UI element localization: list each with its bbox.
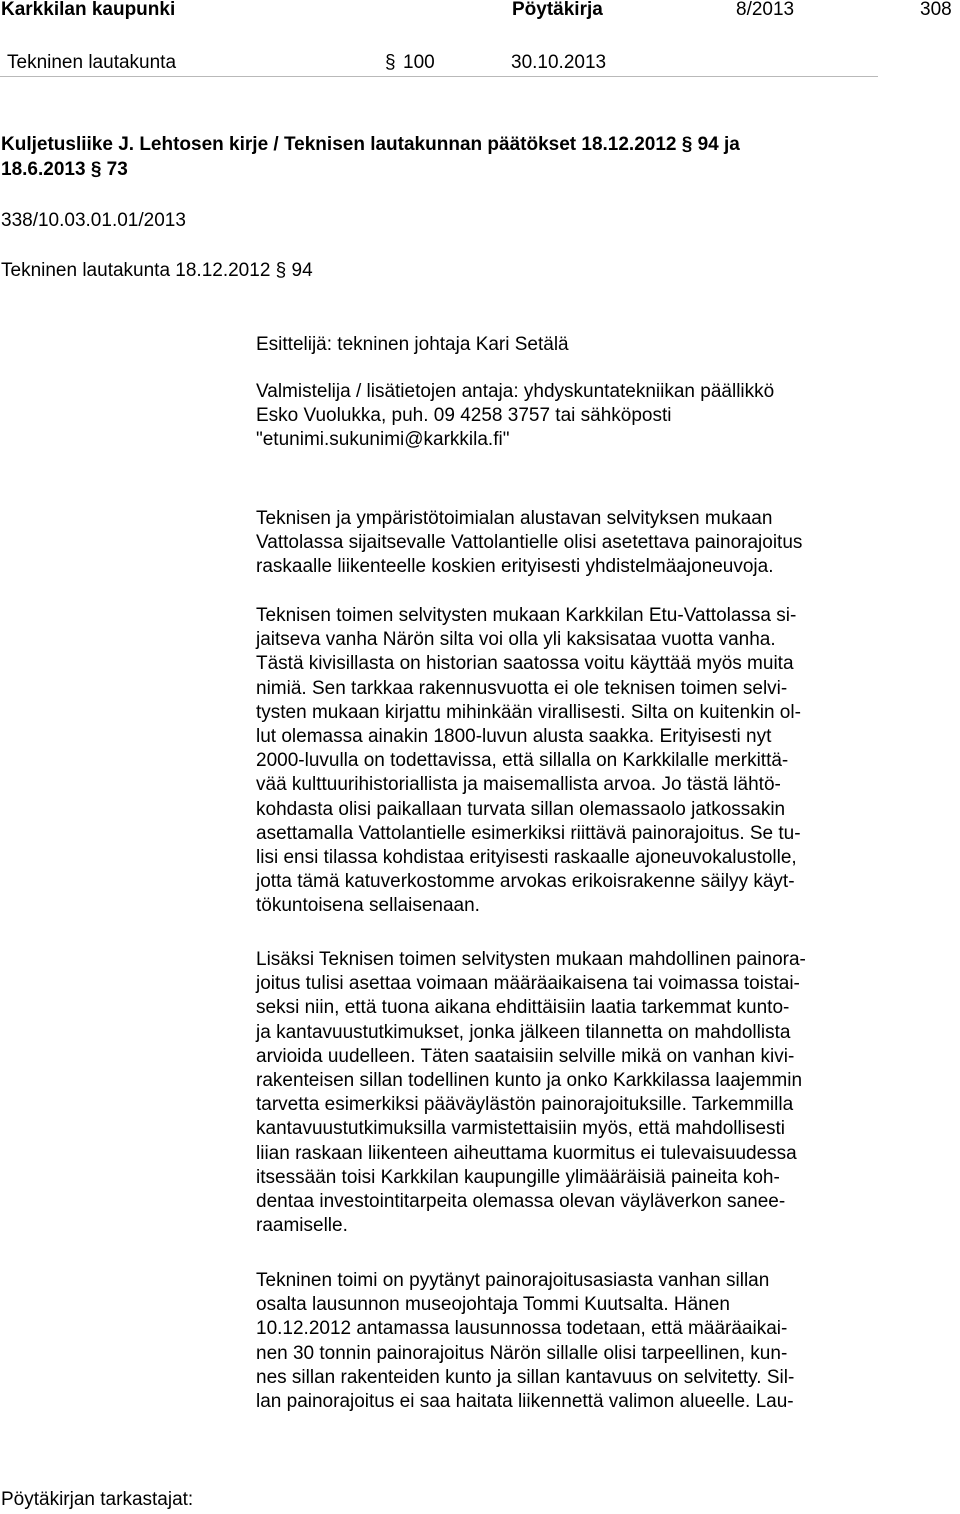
paragraph-line: raskaalle liikenteelle koskien erityisesti yhdistelmäajoneuvoja. xyxy=(256,556,774,578)
paragraph-line: tökuntoisena sellaisenaan. xyxy=(256,895,480,917)
section-symbol: § xyxy=(681,134,693,155)
preparer-info xyxy=(256,380,896,453)
paragraph-line: Tästä kivisillasta on historian saatossa voitu käyttää myös muita xyxy=(256,653,794,675)
section-symbol: § xyxy=(385,52,396,73)
paragraph-line: itsessään toisi Karkkilan kaupungille ylimääräisiä paineita koh- xyxy=(256,1166,780,1188)
paragraph-line: joitus tulisi asettaa voimaan määräaikaisena tai voimassa toistai- xyxy=(256,973,800,995)
section-symbol: § xyxy=(90,159,102,180)
paragraph-line: asettamalla Vattolantielle esimerkiksi riittävä painorajoitus. Se tu- xyxy=(256,822,801,844)
board-name: Tekninen lautakunta xyxy=(7,52,177,73)
paragraph-line: liian raskaan liikenteen aiheuttama kuormitus ei tulevaisuudessa xyxy=(256,1142,797,1164)
paragraph-1 xyxy=(256,507,896,580)
paragraph-line: rakenteisen sillan todellinen kunto ja onko Karkkilassa laajemmin xyxy=(256,1070,803,1092)
prior-decision-label: Tekninen lautakunta 18.12.2012 xyxy=(1,260,271,281)
paragraph-line: vää kulttuurihistoriallista ja maisemallista arvoa. Jo tästä lähtö- xyxy=(256,774,781,796)
paragraph-line: Lisäksi Teknisen toimen selvitysten mukaan mahdollinen painora- xyxy=(256,949,806,970)
case-title xyxy=(1,134,740,156)
paragraph-line: 10.12.2012 antamassa lausunnossa todetaan, että määräaikai- xyxy=(256,1318,788,1340)
paragraph-3 xyxy=(256,948,896,1238)
minutes-reviewers-label: Pöytäkirjan tarkastajat: xyxy=(1,1489,194,1510)
paragraph-line: Teknisen toimen selvitysten mukaan Karkkilan Etu-Vattolassa si- xyxy=(256,605,797,626)
presenter: Esittelijä: tekninen johtaja Kari Setälä xyxy=(256,334,569,355)
case-title-section-2: 73 xyxy=(106,159,128,180)
prior-decision-section: 94 xyxy=(291,260,313,281)
preparer-line: "etunimi.sukunimi@karkkila.fi" xyxy=(256,429,510,451)
prior-decision xyxy=(1,260,313,282)
paragraph-line: Vattolassa sijaitsevalle Vattolantielle olisi asetettava painorajoitus xyxy=(256,532,803,554)
page-number: 308 xyxy=(920,0,952,20)
case-title-line2: 18.6.2013 xyxy=(1,159,86,180)
case-title-cont xyxy=(1,159,128,181)
paragraph-line: jotta tämä katuverkostomme arvokas erikoisrakenne säilyy käyt- xyxy=(256,871,795,893)
section-number: 100 xyxy=(403,52,435,73)
reference-number: 338/10.03.01.01/2013 xyxy=(1,210,186,231)
paragraph-2 xyxy=(256,604,896,919)
paragraph-line: osalta lausunnon museojohtaja Tommi Kuutsalta. Hänen xyxy=(256,1294,730,1316)
paragraph-line: lisi ensi tilassa kohdistaa erityisesti raskaalle ajoneuvokalustolle, xyxy=(256,847,797,869)
paragraph-4 xyxy=(256,1269,896,1414)
preparer-line: Esko Vuolukka, puh. 09 4258 3757 tai sähköposti xyxy=(256,405,672,427)
paragraph-line: dentaa investointitarpeita olemassa olevan väyläverkon saneе- xyxy=(256,1191,786,1213)
paragraph-line: 2000-luvulla on todettavissa, että sillalla on Karkkilalle merkittä- xyxy=(256,750,789,772)
section-symbol: § xyxy=(275,260,287,281)
paragraph-line: nimiä. Sen tarkkaa rakennusvuotta ei ole teknisen toimen selvi- xyxy=(256,677,788,699)
paragraph-line: nes sillan rakenteiden kunto ja sillan kantavuus on selvitetty. Sil- xyxy=(256,1366,795,1388)
paragraph-line: Tekninen toimi on pyytänyt painorajoitusasiasta vanhan sillan xyxy=(256,1270,770,1291)
case-title-section-1: 94 ja xyxy=(697,134,740,155)
header-divider xyxy=(0,76,878,77)
paragraph-line: kantavuustutkimuksilla varmistettaisiin myös, että mahdollisesti xyxy=(256,1118,786,1140)
paragraph-line: jaitseva vanha Närön silta voi olla yli kaksisataa vuotta vanha. xyxy=(256,629,776,651)
paragraph-line: lan painorajoitus ei saa haitata liikennettä valimon alueelle. Lau- xyxy=(256,1391,794,1413)
paragraph-line: raamiselle. xyxy=(256,1215,348,1237)
paragraph-line: Teknisen ja ympäristötoimialan alustavan selvityksen mukaan xyxy=(256,508,773,529)
preparer-line: Valmistelija / lisätietojen antaja: yhdyskuntatekniikan päällikkö xyxy=(256,381,775,402)
paragraph-line: nen 30 tonnin painorajoitus Närön sillalle olisi tarpeellinen, kun- xyxy=(256,1342,788,1364)
paragraph-line: kohdasta olisi paikallaan turvata sillan olemassaolo jatkossakin xyxy=(256,798,786,820)
paragraph-line: seksi niin, että tuona aikana ehdittäisiin laatia tarkemmat kunto- xyxy=(256,997,790,1019)
meeting-date: 30.10.2013 xyxy=(511,52,607,73)
paragraph-line: ja kantavuustutkimukset, jonka jälkeen tilannetta on mahdollista xyxy=(256,1021,791,1043)
paragraph-line: tysten mukaan kirjattu mihinkään virallisesti. Silta on kuitenkin ol- xyxy=(256,701,801,723)
case-title-line1: Kuljetusliike J. Lehtosen kirje / Teknisen lautakunnan päätökset 18.12.2012 xyxy=(1,134,677,155)
org-name: Karkkilan kaupunki xyxy=(1,0,176,20)
paragraph-line: arvioida uudelleen. Täten saataisiin selville mikä on vanhan kivi- xyxy=(256,1045,795,1067)
document-number: 8/2013 xyxy=(736,0,795,20)
paragraph-line: lut olemassa ainakin 1800-luvun alusta saakka. Erityisesti nyt xyxy=(256,726,772,748)
document-type: Pöytäkirja xyxy=(512,0,603,20)
paragraph-line: tarvetta esimerkiksi pääväylästön painorajoituksille. Tarkemmilla xyxy=(256,1094,794,1116)
